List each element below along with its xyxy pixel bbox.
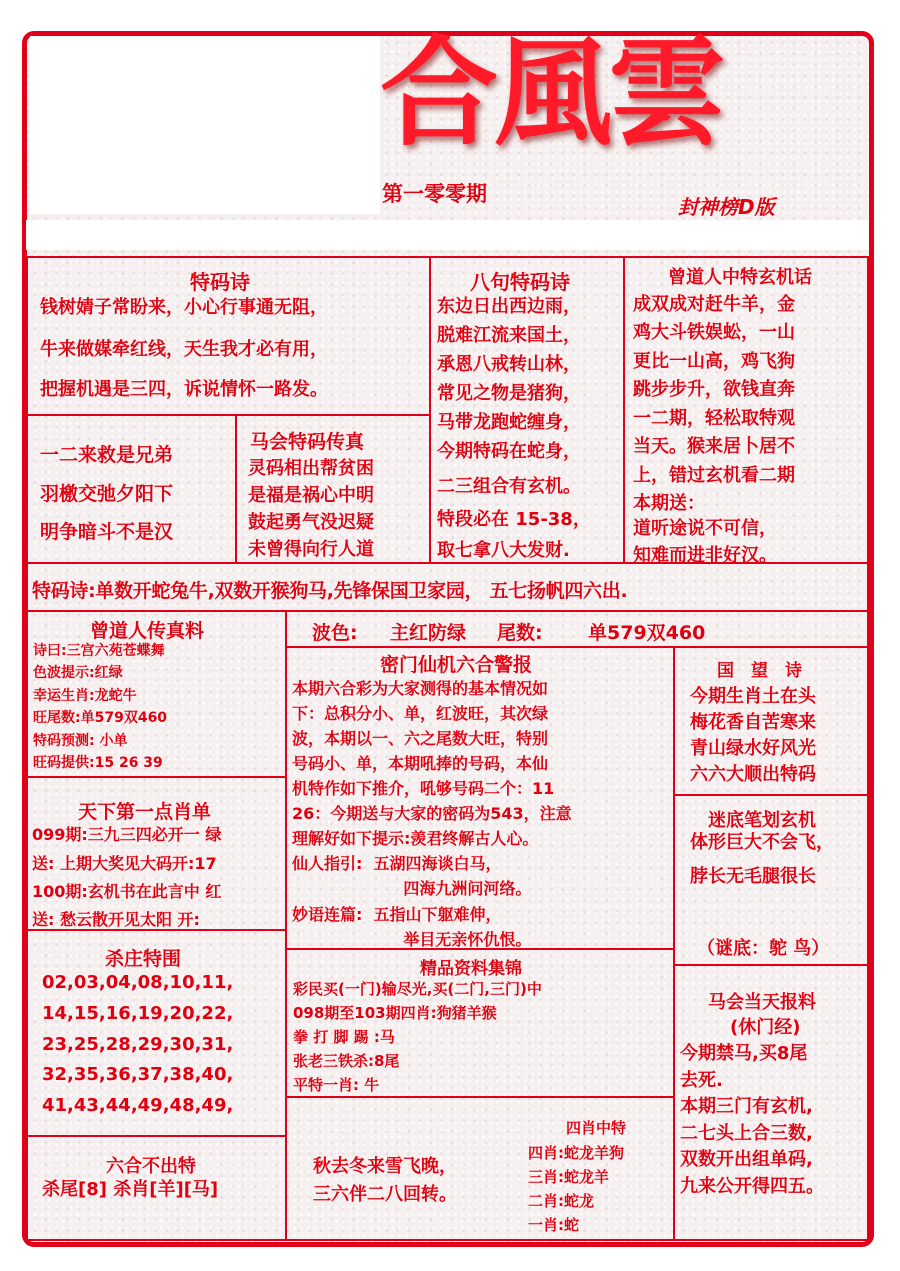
mahui-day-line: 二七头上合三数,: [680, 1123, 813, 1144]
midi-title: 迷底笔划玄机: [708, 810, 816, 831]
zeng-poem-title: 曾道人中特玄机话: [668, 267, 812, 288]
poem1-title: 特码诗: [190, 270, 250, 294]
mimen-line: 四海九洲问河络。: [292, 879, 532, 898]
eight-poem-line: 承恩八戒转山林，: [437, 354, 581, 375]
midi-answer: （谜底：鸵 鸟）: [697, 938, 830, 959]
poem1-line: 牛来做媒牵红线，天生我才必有用，: [40, 339, 328, 360]
liuhe-line: 杀尾[8] 杀肖[羊][马]: [42, 1179, 219, 1200]
mahui-poem-line: 鼓起勇气没迟疑: [248, 512, 374, 533]
shazhuang-line: 32,35,36,37,38,40,: [42, 1064, 234, 1085]
masthead-title: 合風雲: [380, 23, 723, 162]
poem2-line: 羽檄交弛夕阳下: [40, 483, 174, 505]
zeng-data-line: 旺码提供:15 26 39: [33, 755, 163, 771]
zeng-poem-line: 上，错过玄机看二期: [633, 465, 795, 486]
edition-label: 封神榜D版: [678, 195, 775, 219]
jingpin-line: 平特一肖: 牛: [293, 1076, 380, 1094]
mimen-line: 号码小、单，本期吼捧的号码，本仙: [292, 754, 549, 773]
guowang-line: 今期生肖土在头: [690, 686, 816, 707]
autumn-line: 秋去冬来雪飞晚，: [313, 1156, 457, 1177]
mahui-poem-title: 马会特码传真: [250, 431, 365, 453]
zeng-poem-line: 鸡大斗铁娱蚣，一山: [633, 322, 795, 343]
eight-poem-title: 八句特码诗: [470, 270, 570, 294]
zeng-data-line: 色波提示:红绿: [33, 665, 123, 681]
eight-poem-line: 二三组合有玄机。: [437, 476, 581, 497]
sixiao-line: 四肖:蛇龙羊狗: [528, 1144, 624, 1162]
mahui-day-title: 马会当天报料: [708, 992, 816, 1013]
tianxia-line: 送: 上期大奖见大码开:17: [32, 854, 217, 873]
guowang-title: 国 望 诗: [717, 661, 802, 681]
mimen-line: 仙人指引: 五湖四海谈白马，: [292, 854, 502, 873]
jingpin-line: 彩民买(一门)输尽光,买(二门,三门)中: [293, 980, 542, 998]
tianxia-line: 100期:玄机书在此言中 红: [32, 882, 222, 901]
wave-label: 波色:: [312, 622, 358, 644]
guowang-line: 青山绿水好风光: [690, 738, 816, 759]
jingpin-title: 精品资料集锦: [420, 959, 522, 979]
mimen-title: 密门仙机六合警报: [380, 654, 533, 676]
mahui-day-line: 去死.: [680, 1070, 723, 1091]
midi-line: 体形巨大不会飞，: [690, 832, 834, 853]
zeng-poem-line: 当天。猴来居卜居不: [633, 436, 795, 457]
jingpin-line: 张老三铁杀:8尾: [293, 1052, 400, 1070]
mahui-day-subtitle: (休门经): [730, 1017, 801, 1038]
mimen-line: 机特作如下推介，吼够号码二个：11: [292, 779, 555, 798]
zeng-data-line: 诗曰:三宫六苑苍蝶舞: [33, 643, 165, 659]
shazhuang-line: 23,25,28,29,30,31,: [42, 1034, 234, 1055]
mahui-poem-line: 未曾得向行人道: [248, 539, 374, 560]
eight-poem-line: 常见之物是猪狗，: [437, 383, 581, 404]
issue-number: 第一零零期: [382, 182, 487, 206]
eight-poem-line: 脱难江流来国土，: [437, 325, 581, 346]
tianxia-title: 天下第一点肖单: [78, 801, 212, 823]
shazhuang-line: 02,03,04,08,10,11,: [42, 972, 234, 993]
jingpin-line: 拳 打 脚 踢 :马: [293, 1028, 395, 1046]
sixiao-title: 四肖中特: [566, 1119, 627, 1137]
masthead-blank-area: [30, 36, 380, 214]
shazhuang-line: 41,43,44,49,48,49,: [42, 1095, 234, 1116]
tail-label: 尾数:: [497, 622, 543, 644]
shazhuang-line: 14,15,16,19,20,22,: [42, 1003, 234, 1024]
liuhe-title: 六合不出特: [106, 1156, 196, 1177]
guowang-line: 梅花香自苦寒来: [690, 712, 816, 733]
autumn-line: 三六伴二八回转。: [313, 1184, 457, 1205]
eight-poem-line: 今期特码在蛇身，: [437, 441, 581, 462]
poem1-line: 把握机遇是三四，诉说情怀一路发。: [40, 379, 328, 400]
zeng-data-title: 曾道人传真料: [90, 620, 205, 642]
wave-box: [285, 610, 869, 648]
zeng-data-line: 特码预测: 小单: [33, 733, 128, 749]
sixiao-line: 一肖:蛇: [528, 1216, 579, 1234]
zeng-poem-line: 跳步步升，欲钱直奔: [633, 379, 795, 400]
mimen-line: 理解好如下提示:羡君终解古人心。: [292, 829, 539, 848]
sixiao-line: 二肖:蛇龙: [528, 1192, 594, 1210]
wave-value: 主红防绿: [390, 622, 467, 644]
mahui-day-line: 双数开出组单码,: [680, 1149, 813, 1170]
zeng-data-line: 旺尾数:单579双460: [33, 710, 168, 726]
mimen-line: 波，本期以一、六之尾数大旺，特别: [292, 729, 549, 748]
shazhuang-title: 杀庄特围: [105, 948, 182, 970]
eight-poem-line: 东边日出西边雨，: [437, 296, 581, 317]
midi-line: 脖长无毛腿很长: [690, 866, 816, 887]
mahui-poem-line: 灵码相出帮贫困: [248, 458, 374, 479]
poem2-line: 明争暗斗不是汉: [40, 521, 174, 543]
eight-poem-line: 马带龙跑蛇缠身，: [437, 412, 581, 433]
eight-poem-line: 取七拿八大发财.: [437, 540, 570, 561]
zeng-poem-line: 成双成对赶牛羊，金: [633, 294, 795, 315]
zeng-poem-line: 道听途说不可信，: [633, 518, 777, 539]
mimen-line: 本期六合彩为大家测得的基本情况如: [292, 679, 549, 698]
poem1-line: 钱树婧子常盼来，小心行事通无阻，: [40, 297, 328, 318]
tianxia-line: 099期:三九三四必开一 绿: [32, 825, 222, 844]
zeng-poem-line: 一二期，轻松取特观: [633, 408, 795, 429]
sixiao-line: 三肖:蛇龙羊: [528, 1168, 609, 1186]
eight-poem-line: 特段必在 15-38，: [437, 509, 591, 530]
jingpin-line: 098期至103期四肖:狗猪羊猴: [293, 1004, 497, 1022]
mahui-day-line: 本期三门有玄机,: [680, 1096, 813, 1117]
tema-line: 特码诗:单数开蛇兔牛,双数开猴狗马,先锋保国卫家园， 五七扬帆四六出.: [32, 580, 628, 602]
mimen-line: 举目无亲怀仇恨。: [292, 930, 532, 949]
zeng-poem-line: 更比一山高，鸡飞狗: [633, 351, 795, 372]
tianxia-line: 送: 愁云散开见太阳 开:: [32, 910, 200, 929]
guowang-line: 六六大顺出特码: [690, 764, 816, 785]
header-banner: [26, 220, 869, 250]
zeng-data-line: 幸运生肖:龙蛇牛: [33, 688, 137, 704]
mahui-day-line: 九来公开得四五。: [680, 1176, 824, 1197]
mahui-day-line: 今期禁马,买8尾: [680, 1043, 808, 1064]
mahui-poem-line: 是福是祸心中明: [248, 485, 374, 506]
zeng-poem-line: 本期送：: [633, 493, 705, 514]
poem2-line: 一二来救是兄弟: [40, 444, 174, 466]
mimen-line: 下：总积分小、单，红波旺，其次绿: [292, 704, 549, 723]
mimen-line: 妙语连篇: 五指山下躯难伸，: [292, 905, 502, 924]
tail-value: 单579双460: [588, 622, 706, 644]
zeng-poem-line: 知难而进非好汉。: [633, 545, 777, 566]
mimen-line: 26：今期送与大家的密码为543，注意: [292, 804, 572, 823]
